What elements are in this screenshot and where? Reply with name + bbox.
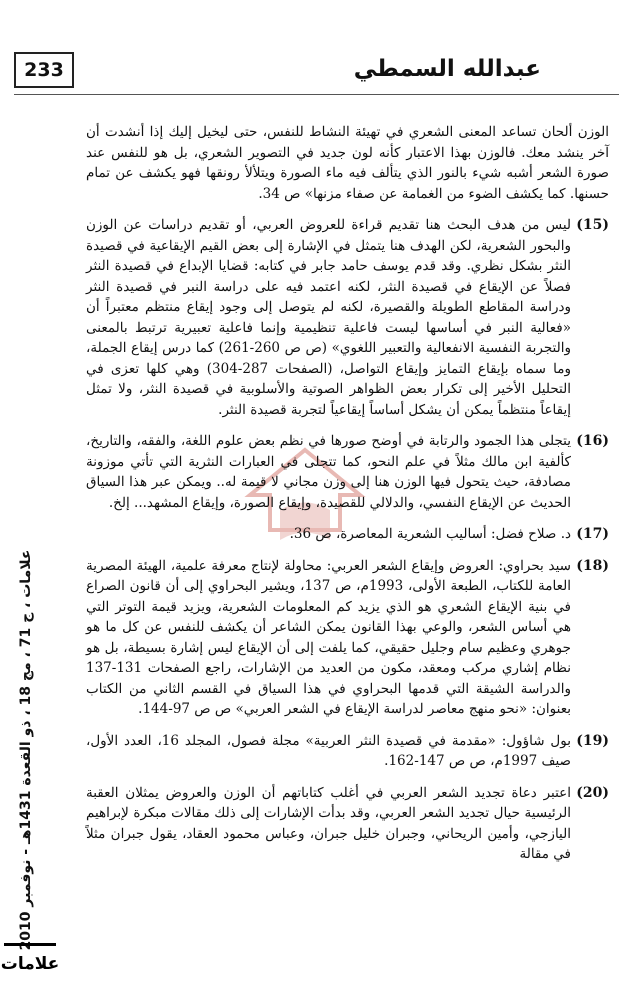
footnote-number: (20) — [576, 784, 609, 801]
document-body — [86, 122, 609, 876]
footnote-17 — [86, 524, 609, 545]
footnote-number: (15) — [576, 217, 609, 233]
footnote-text: د. صلاح فضل: أساليب الشعرية المعاصرة، ص 36. — [289, 526, 571, 542]
page-number: 233 — [14, 52, 74, 88]
footnote-20 — [86, 783, 609, 865]
footnote-text: بول شاؤول: «مقدمة في قصيدة النثر العربية» مجلة فصول، المجلد 16، العدد الأول، صيف 1997م، ص ص 147-162. — [86, 732, 571, 769]
footnote-text: اعتبر دعاة تجديد الشعر العربي في أغلب كتاباتهم أن الوزن والعروض يمثلان العقبة الرئيسية حيال تجديد الشعر العربي، وقد بدأت الإشارات إلى ذلك مقالات مبكرة لإبراهيم اليازجي، وأمين الريحاني، وجبران خليل جبران، وعباس محمود العقاد، يقول جبران مثلاً في مقالة — [86, 784, 571, 862]
footnote-text: سيد بحراوي: العروض وإيقاع الشعر العربي: محاولة لإنتاج معرفة علمية، الهيئة المصرية العامة للكتاب، الطبعة الأولى، 1993م، ص 137، ويشير البحراوي إلى أن قانون الصراع في بنية الإيقاع الشعري هو الذي يزيد كم المعلومات الشعرية، ويزيد قيمة التوتر التي هي أساس الشعر، والوعي بهذا القانون يمكن الشاعر أن يكشف للنفس عن كل ما هو جوهري وعظيم سام وجليل حقيقي، كما يلفت إلى أن الإيقاع ليس إشارة بسيطة، بل هو نظام إشاري مركب ومعقد، مكون من العديد من الإشارات، راجع الصفحات 131-137 والدراسة الشيقة التي قدمها البحراوي في هذا السياق في القسم الثاني من الكتاب بعنوان: «نحو منهج معاصر لدراسة الإيقاع في الشعر العربي» ص ص 97-144. — [86, 557, 571, 717]
header-divider — [14, 94, 619, 95]
footnote-16 — [86, 431, 609, 513]
footnote-15 — [86, 215, 609, 420]
footnote-number: (18) — [576, 557, 609, 574]
footnote-text: ليس من هدف البحث هنا تقديم قراءة للعروض العربي، أو تقديم دراسات عن الوزن والبحور الشعرية، لكن الهدف هنا يتمثل في الإشارة إلى بعض القيم الإيقاعية في قصيدة النثر بشكل نظري. وقد قدم يوسف حامد جابر في كتابه: قضايا الإبداع في قصيدة النثر فصلاً عن الإيقاع في قصيدة النثر، لكنه اعتمد فيه على دراسة النبر في قصيدة النثر ودراسة المقاطع الطويلة والقصيرة، لكنه لم يتوصل إلى وجود إيقاع منتظم معتبراً أن «فعالية النبر في أساسها ليست فاعلية تنظيمية وإنما فاعلية تعبيرية ترتبط بالمعنى والتجربة النفسية الانفعالية والتعبير اللغوي» (ص ص 260-261) كما درس إيقاع الجملة، وما سماه بإيقاع التمايز وإيقاع التواصل، (الصفحات 287-304) وهي كلها تعزى في التحليل الأخير إلى تكرار بعض الظواهر الصوتية والأسلوبية في قصيدة النثر، ولا تمثل إيقاعاً منتظماً يمكن أن يشكل أساساً إيقاعياً لتجربة قصيدة النثر. — [86, 217, 572, 418]
author-name: عبدالله السمطي — [353, 56, 541, 82]
footnote-number: (16) — [576, 433, 609, 449]
journal-logo: علامات — [4, 943, 56, 982]
footnote-18 — [86, 556, 609, 720]
footnote-19 — [86, 731, 609, 772]
journal-sidebar — [8, 549, 44, 951]
journal-issue-info: علامات ، ج 71 ، مج 18 ، ذو القعدة 1431هـ - نوفمبر 2010 — [18, 549, 34, 951]
footnote-number: (19) — [576, 732, 609, 749]
intro-paragraph: الوزن ألحان تساعد المعنى الشعري في تهيئة النشاط للنفس، حتى ليخيل إليك إذا أنشدت أن آخر ينشد معك. فالوزن بهذا الاعتبار كأنه لون جديد في التصوير الشعري، بل هو للنفس عند صورة الشعر أشبه شيء بالنور الذي يتألف فيه ماء الصورة ويتلألأ رونقها فهو يكشف عن تمام حسنها. كما يكشف الضوء من الغمامة عن صفاء مزنها» ص 34. — [86, 124, 609, 202]
footnote-number: (17) — [576, 526, 609, 542]
footnote-text: يتجلى هذا الجمود والرتابة في أوضح صورها في نظم بعض علوم اللغة، والفقه، والتاريخ، كألفية ابن مالك مثلاً في علم النحو، كما تتجلى في العبارات النثرية التي تأتي موزونة مصادفة، حيث يتحول فيها الوزن هنا إلى وزن مجاني لا قيمة له.. ويمكن عبر هذا السياق الحديث عن الإيقاع النفسي، والدلالي للقصيدة، وإيقاع الصورة، وإيقاع المشهد... إلخ. — [86, 433, 571, 511]
